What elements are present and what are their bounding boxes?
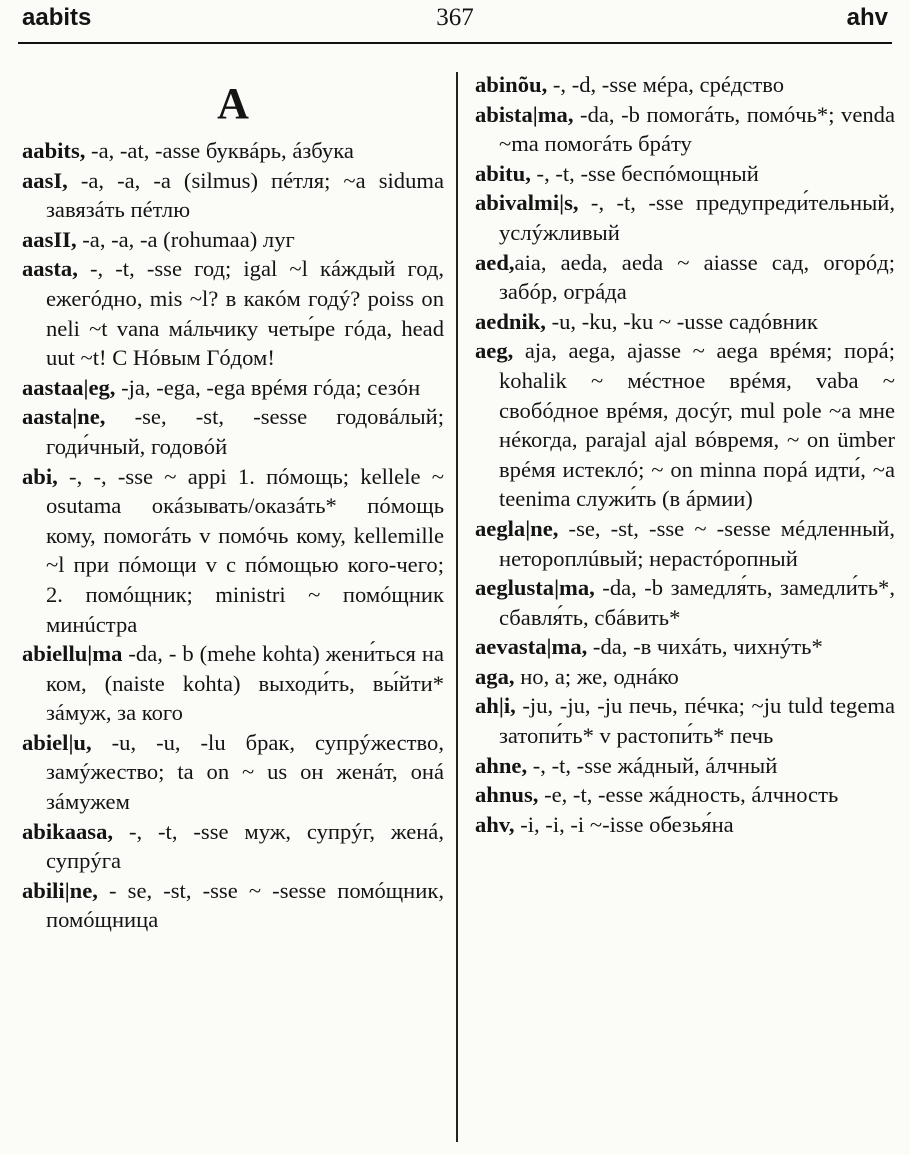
- header-rule: [18, 42, 892, 44]
- entry-headword: aed,: [475, 249, 515, 275]
- entry-headword: aegla|ne,: [475, 515, 559, 541]
- entry-headword: abivalmi|s,: [475, 190, 579, 216]
- entry-headword: abili|ne,: [22, 877, 98, 903]
- dictionary-entry: [475, 336, 895, 514]
- dictionary-entry: [475, 810, 895, 840]
- entry-definition: -e, -t, -esse жáдность, áлчность: [538, 782, 839, 808]
- entry-definition: -, -t, -sse муж, супрýг, женá, супрýга: [46, 818, 444, 874]
- dictionary-entry: [22, 402, 444, 461]
- left-column: [22, 70, 444, 935]
- entry-definition: -ju, -ju, -ju печь, пéчка; ~ju tuld tegema затопи́ть* v растопи́ть* печь: [499, 693, 895, 749]
- right-column: [475, 70, 895, 839]
- dictionary-entry: [475, 632, 895, 662]
- guide-word-last: ahv: [846, 4, 888, 31]
- entry-headword: abi,: [22, 463, 58, 489]
- entry-headword: ahv,: [475, 811, 515, 837]
- entry-definition: -, -t, -sse жáдный, áлчный: [527, 752, 778, 778]
- entry-definition: -, -d, -sse мéра, срéдство: [547, 72, 785, 97]
- entry-headword: abikaasa,: [22, 818, 114, 844]
- entry-definition: -a, -a, -a (rohumaa) луг: [76, 226, 295, 252]
- entry-headword: aasII,: [22, 226, 77, 252]
- entry-headword: aasta|ne,: [22, 404, 106, 430]
- entry-headword: ah|i,: [475, 693, 516, 719]
- dictionary-entry: [22, 136, 444, 166]
- entry-headword: abinõu,: [475, 72, 548, 97]
- dictionary-entry: [475, 307, 895, 337]
- entry-headword: aasI,: [22, 167, 68, 193]
- entry-definition: -, -t, -sse предупреди́тельный, услýжливый: [499, 190, 895, 245]
- entry-headword: abista|ma,: [475, 101, 574, 127]
- entry-definition: aja, aega, ajasse ~ aega врéмя; порá; kohalik ~ мéстное врéмя, vaba ~ свобóдное врéмя, досýг, mul pole ~a мне нéкогда, parajal ajal вóвремя, ~ on ümber врéмя истеклó; ~ on minna порá идти́, ~a teenima служи́ть (в áрмии): [499, 338, 895, 512]
- dictionary-entry: [475, 248, 895, 307]
- entry-definition: -da, -b помогáть, помóчь*; venda ~ma помогáть брáту: [499, 101, 895, 157]
- dictionary-entry: [475, 751, 895, 781]
- left-entry-list: [22, 136, 444, 935]
- dictionary-entry: [22, 166, 444, 225]
- entry-definition: -u, -ku, -ku ~ -usse садóвник: [545, 308, 818, 334]
- dictionary-entry: [22, 728, 444, 817]
- dictionary-entry: [475, 100, 895, 159]
- entry-definition: -se, -st, -sse ~ -sesse мéдленный, нетороплúвый; нерастóропный: [499, 515, 895, 571]
- dictionary-entry: [22, 225, 444, 255]
- entry-definition: -, -, -sse ~ appi 1. пóмощь; kellele ~ osutama окáзывать/оказáть* пóмощь кому, помогáть v помóчь кому, kellemille ~l при пóмощи v с пóмощью кого-чего; 2. помóщник; ministri ~ помóщник минúстра: [46, 463, 444, 637]
- entry-headword: abiellu|ma: [22, 641, 123, 667]
- entry-headword: aabits,: [22, 138, 86, 163]
- column-divider: [456, 72, 458, 1142]
- dictionary-entry: [475, 573, 895, 632]
- guide-word-first: aabits: [22, 4, 92, 31]
- entry-definition: - se, -st, -sse ~ -sesse помóщник, помóщница: [46, 877, 444, 933]
- entry-definition: -i, -i, -i ~-isse обезья́на: [514, 811, 734, 837]
- entry-definition: -, -t, -sse год; igal ~l кáждый год, ежегóдно, mis ~l? в какóм годý? poiss on neli ~t vana мáльчику четы́ре гóда, head uut ~t! С Нóвым Гóдом!: [46, 256, 444, 371]
- entry-headword: ahnus,: [475, 782, 539, 808]
- entry-definition: -da, - b (mehe kohta) жени́ться на ком, (naiste kohta) выходи́ть, вы́йти* зáмуж, за кого: [46, 641, 444, 726]
- section-letter-heading: A: [217, 79, 249, 128]
- dictionary-entry: [22, 876, 444, 935]
- entry-headword: aevasta|ma,: [475, 634, 588, 660]
- dictionary-entry: [22, 817, 444, 876]
- entry-headword: aeg,: [475, 338, 514, 364]
- page-number: 367: [436, 4, 474, 31]
- running-head: [22, 4, 888, 38]
- dictionary-entry: [22, 373, 444, 403]
- entry-definition: -se, -st, -sesse годовáлый; годи́чный, годовóй: [46, 404, 444, 459]
- dictionary-entry: [22, 254, 444, 372]
- entry-headword: aasta,: [22, 256, 78, 282]
- entry-definition: -ja, -ega, -ega врéмя гóда; сезóн: [115, 374, 421, 400]
- dictionary-entry: [475, 780, 895, 810]
- dictionary-entry: [475, 159, 895, 189]
- dictionary-entry: [475, 662, 895, 692]
- dictionary-entry: [475, 70, 895, 100]
- entry-headword: aeglusta|ma,: [475, 575, 595, 601]
- entry-definition: -, -t, -sse беспóмощный: [530, 160, 759, 186]
- entry-headword: aednik,: [475, 308, 546, 334]
- entry-headword: aastaa|eg,: [22, 374, 116, 400]
- entry-headword: abiel|u,: [22, 729, 92, 755]
- dictionary-entry: [475, 514, 895, 573]
- dictionary-entry: [475, 691, 895, 750]
- entry-headword: aga,: [475, 663, 515, 689]
- dictionary-entry: [475, 188, 895, 247]
- right-entry-list: [475, 70, 895, 839]
- entry-headword: ahne,: [475, 752, 528, 778]
- entry-definition: aia, aeda, aeda ~ aiasse сад, огорóд; забóр, огрáда: [499, 249, 895, 305]
- dictionary-entry: [22, 462, 444, 640]
- entry-definition: но, а; же, однáко: [514, 663, 679, 689]
- entry-definition: -u, -u, -lu брак, супрýжество, замýжество; ta on ~ us он женáт, онá зáмужем: [46, 729, 444, 815]
- entry-definition: -a, -a, -a (silmus) пéтля; ~a siduma завязáть пéтлю: [46, 167, 444, 223]
- entry-definition: -da, -в чихáть, чихнýть*: [587, 634, 823, 660]
- entry-definition: -da, -b замедля́ть, замедли́ть*, сбавля́ть, сбáвить*: [499, 575, 895, 630]
- entry-definition: -a, -at, -asse буквáрь, áзбука: [85, 138, 354, 163]
- entry-headword: abitu,: [475, 160, 531, 186]
- dictionary-entry: [22, 639, 444, 728]
